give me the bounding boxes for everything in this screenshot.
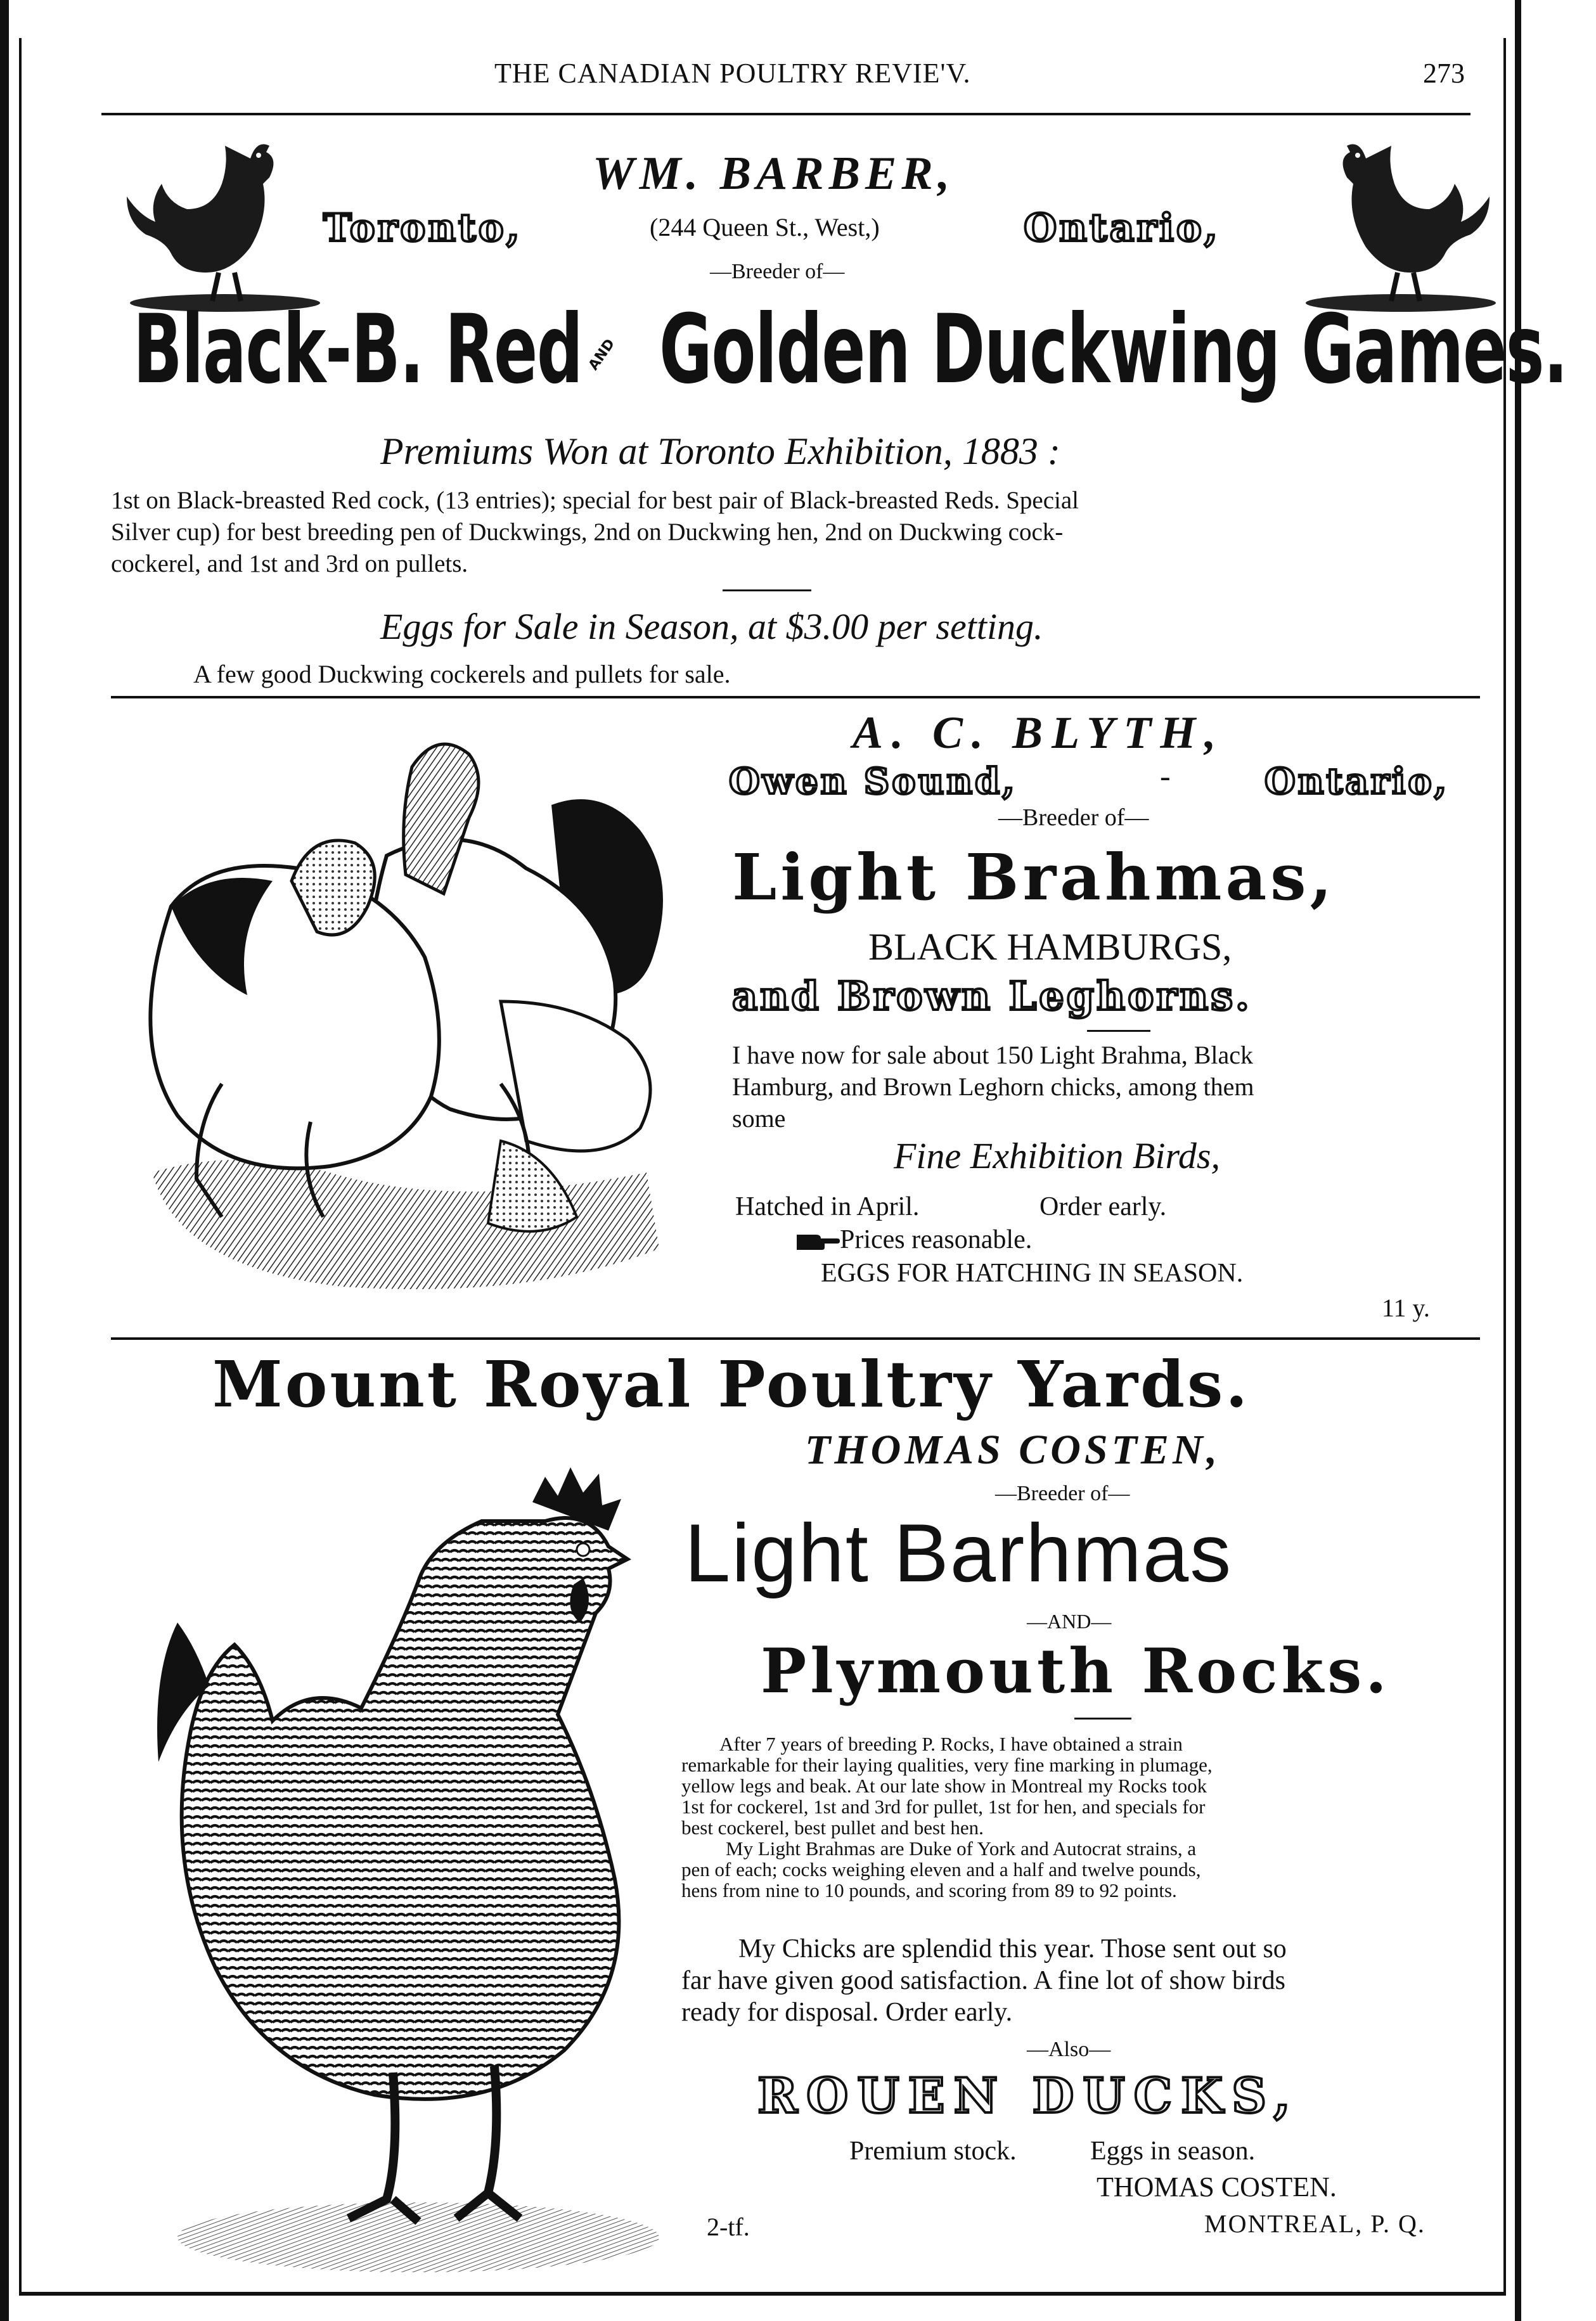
costen-fine-line-0: After 7 years of breeding P. Rocks, I have obtained a strain xyxy=(719,1733,1183,1755)
costen-fine-line-7: hens from nine to 10 pounds, and scoring from 89 to 92 points. xyxy=(681,1879,1177,1901)
costen-rouen: ROUEN DUCKS, xyxy=(757,2067,1299,2124)
barber-premium-line-2: Silver cup) for best breeding pen of Duckwings, 2nd on Duckwing hen, 2nd on Duckwing cock- xyxy=(111,518,1064,546)
hand-pointer-icon xyxy=(795,1230,840,1251)
blyth-province: Ontario, xyxy=(1265,761,1450,802)
blyth-sub1: BLACK HAMBURGS, xyxy=(868,926,1232,968)
barber-premiums: Premiums Won at Toronto Exhibition, 1883 : xyxy=(380,430,1060,472)
blyth-name: A. C. BLYTH, xyxy=(853,707,1225,758)
barber-short-rule xyxy=(723,589,811,591)
gamecock-left-icon xyxy=(124,133,326,317)
costen-name: THOMAS COSTEN, xyxy=(805,1427,1221,1473)
barber-and-symbol: AND xyxy=(585,336,619,373)
barber-name: WM. BARBER, xyxy=(593,148,955,200)
barber-premium-line-3: cockerel, and 1st and 3rd on pullets. xyxy=(111,550,468,577)
costen-chicks-2: far have given good satisfaction. A fine lot of show birds xyxy=(681,1966,1285,1995)
blyth-breeder-of: —Breeder of— xyxy=(998,804,1149,831)
costen-eggs-season: Eggs in season. xyxy=(1090,2137,1256,2166)
blyth-bottom-rule xyxy=(111,1337,1480,1340)
blyth-order: Order early. xyxy=(1039,1192,1167,1221)
costen-fine-line-1: remarkable for their laying qualities, very fine marking in plumage, xyxy=(681,1754,1213,1776)
blyth-body-1: I have now for sale about 150 Light Brahma, Black xyxy=(732,1041,1253,1069)
blyth-eggs: EGGS FOR HATCHING IN SEASON. xyxy=(821,1259,1244,1288)
costen-fine-line-3: 1st for cockerel, 1st and 3rd for pullet, 1st for hen, and specials for xyxy=(681,1796,1206,1818)
costen-fine-line-6: pen of each; cocks weighing eleven and a half and twelve pounds, xyxy=(681,1858,1201,1881)
costen-breeder-of: —Breeder of— xyxy=(995,1482,1130,1505)
barber-eggs: Eggs for Sale in Season, at $3.00 per setting. xyxy=(380,606,1043,647)
blyth-body-3: some xyxy=(732,1104,786,1133)
brahma-group-engraving xyxy=(146,729,716,1299)
barber-city: Toronto, xyxy=(323,206,522,250)
bottom-border xyxy=(19,2292,1506,2296)
barber-bottom-rule xyxy=(111,696,1480,698)
costen-place: MONTREAL, P. Q. xyxy=(1204,2209,1425,2238)
costen-chicks-1: My Chicks are splendid this year. Those sent out so xyxy=(738,1934,1287,1964)
costen-premium-stock: Premium stock. xyxy=(849,2137,1017,2166)
costen-fine-print xyxy=(681,1733,1480,1901)
blyth-hatched: Hatched in April. xyxy=(735,1192,920,1221)
barber-headline-left: Black-B. Red xyxy=(133,295,582,405)
blyth-prices: Prices reasonable. xyxy=(840,1225,1033,1254)
costen-signature: THOMAS COSTEN. xyxy=(1097,2171,1337,2202)
left-border-thin xyxy=(19,38,22,2294)
costen-code: 2-tf. xyxy=(707,2213,750,2241)
blyth-fine: Fine Exhibition Birds, xyxy=(894,1135,1220,1176)
blyth-dash: - xyxy=(1160,758,1171,794)
blyth-headline: Light Brahmas, xyxy=(732,840,1336,915)
costen-fine-line-5: My Light Brahmas are Duke of York and Autocrat strains, a xyxy=(726,1837,1197,1860)
costen-fine-line-2: yellow legs and beak. At our late show in Montreal my Rocks took xyxy=(681,1775,1207,1797)
costen-and: —AND— xyxy=(1027,1610,1112,1633)
header-rule xyxy=(101,113,1471,115)
left-border-heavy xyxy=(0,0,9,2321)
blyth-code: 11 y. xyxy=(1382,1294,1430,1322)
costen-also: —Also— xyxy=(1027,2038,1111,2061)
barber-premium-line-1: 1st on Black-breasted Red cock, (13 entries); special for best pair of Black-breasted Reds. Special xyxy=(111,487,1079,514)
costen-fine-line-4: best cockerel, best pullet and best hen. xyxy=(681,1816,984,1839)
costen-headline: Light Barhmas xyxy=(685,1507,1233,1599)
blyth-sub2: and Brown Leghorns. xyxy=(732,973,1252,1019)
barber-address: (244 Queen St., West,) xyxy=(650,213,880,241)
costen-chicks-3: ready for disposal. Order early. xyxy=(681,1998,1013,2027)
barber-few: A few good Duckwing cockerels and pullets for sale. xyxy=(193,660,731,688)
blyth-short-rule xyxy=(1087,1030,1150,1032)
page-number: 273 xyxy=(1423,58,1465,89)
barber-province: Ontario, xyxy=(1024,206,1220,250)
costen-yards: Mount Royal Poultry Yards. xyxy=(212,1347,1251,1422)
plymouth-rock-rooster-engraving xyxy=(139,1432,691,2282)
costen-plymouth: Plymouth Rocks. xyxy=(761,1635,1391,1707)
running-title: THE CANADIAN POULTRY REVIE'V. xyxy=(494,58,971,89)
costen-short-rule xyxy=(1074,1718,1131,1720)
gamecock-right-icon xyxy=(1296,133,1505,317)
barber-breeder-of: —Breeder of— xyxy=(710,260,845,283)
blyth-body-2: Hamburg, and Brown Leghorn chicks, among them xyxy=(732,1072,1254,1101)
blyth-city: Owen Sound, xyxy=(729,761,1017,802)
barber-headline-right: Golden Duckwing Games. xyxy=(659,295,1567,405)
